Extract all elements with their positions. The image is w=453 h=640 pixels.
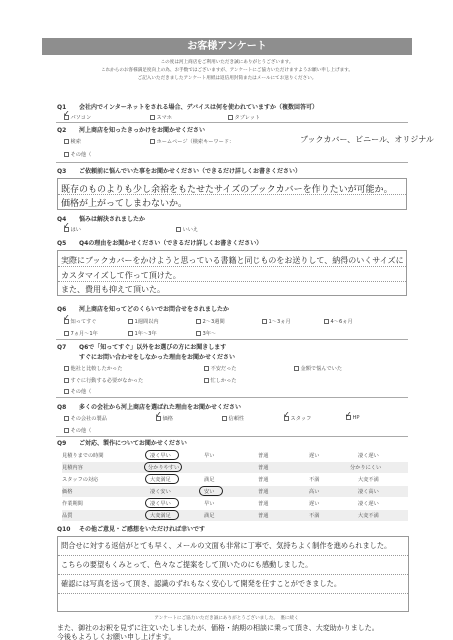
q9-question: Q9 ご対応、製作についてお聞かせください [57, 440, 187, 447]
q1-number: Q1 [57, 104, 67, 111]
q6-option-1-3years[interactable]: 1年〜3年 [128, 330, 157, 337]
checkbox-icon[interactable] [196, 319, 201, 324]
q5-answer-line-3: また、費用も抑えて頂いた。 [61, 285, 165, 294]
q9-row-quality: 品質 大変満足 満足 普通 不満 大変不満 [62, 510, 408, 521]
selected-oval [144, 462, 182, 472]
check-mark-icon: ✓ [63, 109, 70, 118]
q8-option-other[interactable]: その他（ [64, 427, 91, 434]
q10-answer-line-1: 問合せに対する返信がとても早く、メールの文面も非常に丁寧で、気持ちよく制作を進められました。 [61, 541, 392, 550]
q8-question: Q8 多くの会社から河上商店を選ばれた理由をお聞かせください [57, 404, 242, 411]
q5-answer-line-1: 実際にブックカバーをかけようと思っている書籍と同じものをお送りして、納得のいくサイズに [61, 256, 404, 265]
q6-option-3years-plus[interactable]: 3年〜 [196, 330, 216, 337]
q7-option-busy[interactable]: 忙しかった [204, 377, 236, 384]
selected-oval [145, 450, 179, 460]
q10-answer-line-3: 確認には写真を送って頂き、認識のずれもなく安心して開発を任すことができました。 [61, 579, 342, 588]
checkbox-icon[interactable] [64, 416, 69, 421]
divider [56, 339, 408, 340]
checkbox-icon[interactable] [262, 319, 267, 324]
checkbox-icon[interactable] [204, 366, 209, 371]
q4-option-yes[interactable]: はい [64, 226, 81, 233]
q5-answer-line-2: カスタマイズして作って頂けた。 [61, 271, 181, 280]
checkbox-icon[interactable] [64, 378, 69, 383]
divider [56, 436, 408, 437]
q6-option-1-3months[interactable]: 1〜3ヵ月 [262, 318, 291, 325]
q7-option-price[interactable]: 金額で悩んでいた [294, 365, 342, 372]
q1-question [57, 102, 318, 111]
q6-option-immediately[interactable]: 知ってすぐ [64, 318, 96, 325]
checkbox-icon[interactable] [150, 115, 155, 120]
q9-row-price: 価格 凄く安い 安い 普通 高い 凄く高い [62, 486, 408, 497]
footer-handwritten-line-2: 今後もよろしくお願い申し上げます。 [57, 633, 176, 640]
checkbox-icon[interactable] [128, 319, 133, 324]
checkbox-icon[interactable] [324, 319, 329, 324]
q1-option-smartphone[interactable]: スマホ [150, 114, 172, 121]
intro-line-1: この度は河上商店をご利用いただき誠にありがとうございます。 [160, 60, 294, 65]
selected-oval [145, 474, 179, 484]
check-mark-icon: ✓ [345, 410, 352, 419]
page-title: お客様アンケート [42, 38, 412, 55]
q3-answer-box[interactable] [57, 178, 407, 210]
q6-option-2-3weeks[interactable]: 2〜3週間 [196, 318, 225, 325]
q8-option-staff[interactable]: スタッフ [284, 415, 311, 422]
q1-text: 会社内でインターネットをされる場合、デバイスは何を使われていますか（複数回答可） [79, 104, 319, 111]
footer-handwritten-line-1: また、御社のお釈を見ずに注文いたしましたが、価格・納期の相談に乗って頂き、大変助かりました。 [57, 624, 379, 632]
checkbox-icon[interactable] [64, 428, 69, 433]
checkbox-icon[interactable] [64, 389, 69, 394]
q7-option-other[interactable]: その他（ [64, 388, 91, 395]
q8-option-price[interactable]: 価格 [156, 415, 173, 422]
divider [56, 397, 408, 398]
footer-note: アンケートにご協力いただき誠にありがとうございました。 裏に続く [154, 616, 299, 621]
q4-option-no[interactable]: いいえ [176, 226, 198, 233]
q1-option-tablet[interactable]: タブレット [228, 114, 260, 121]
checkbox-icon[interactable] [228, 115, 233, 120]
q6-option-4-6months[interactable]: 4〜6ヵ月 [324, 318, 353, 325]
q7-option-compare[interactable]: 他社と比較したかった [64, 365, 122, 372]
q7-question-line-2: すぐにお問い合わせをしなかった理由をお聞かせください [79, 354, 236, 361]
q2-question: Q2 河上商店を知ったきっかけをお聞かせください [57, 127, 206, 134]
q1-option-pc[interactable]: パソコン [64, 114, 91, 121]
check-mark-icon: ✓ [283, 410, 290, 419]
checkbox-icon[interactable] [128, 331, 133, 336]
checkbox-icon[interactable] [64, 331, 69, 336]
checkbox-icon[interactable] [176, 227, 181, 232]
q2-option-other[interactable]: その他（ [64, 151, 91, 158]
q6-question: Q6 河上商店を知ってどのくらいでお問合せをされましたか [57, 306, 230, 313]
q8-option-product[interactable]: その会社の製品 [64, 415, 107, 422]
divider [56, 122, 408, 123]
q2-option-search[interactable]: 検索 [64, 138, 81, 145]
q4-question: Q4 悩みは解決されましたか [57, 216, 146, 223]
checkbox-icon[interactable] [204, 378, 209, 383]
selected-oval [145, 510, 179, 520]
q8-option-trust[interactable]: 信頼性 [222, 415, 244, 422]
q10-question: Q10 その他ご意見・ご感想をいただければ幸いです [57, 526, 206, 533]
intro-line-2: これからのお客様満足度向上の為、お手数ではございますが、アンケートにご協力いただけますようお願い申し上げます。 [100, 68, 354, 73]
divider [56, 162, 408, 163]
checkbox-icon[interactable] [222, 416, 227, 421]
q10-answer-line-2: こちらの要望もくみとって、色々なご提案をして頂いたのにも感動しました。 [61, 560, 313, 569]
q5-answer-box[interactable] [57, 250, 407, 296]
q7-option-anxious[interactable]: 不安だった [204, 365, 236, 372]
q8-option-hp[interactable]: HP [346, 415, 360, 421]
q6-option-1week[interactable]: 1週間以内 [128, 318, 159, 325]
intro-text [60, 59, 394, 83]
check-mark-icon: ✓ [63, 221, 70, 230]
check-mark-icon: ✓ [155, 410, 162, 419]
q9-row-quote-content: 見積内容 分かりやすい 普通 分かりにくい [62, 462, 408, 473]
q5-question: Q5 Q4の理由をお聞かせください（できるだけ詳しくお書きください） [57, 240, 263, 247]
q9-row-work-period: 作業期間 凄く早い 早い 普通 遅い 凄く遅い [62, 498, 408, 509]
checkbox-icon[interactable] [64, 366, 69, 371]
q6-option-7months-1year[interactable]: 7ヵ月〜1年 [64, 330, 98, 337]
q3-answer-line-2: 価格が上がってしまわないか。 [61, 199, 188, 209]
checkbox-icon[interactable] [294, 366, 299, 371]
checkbox-icon[interactable] [150, 139, 155, 144]
checkbox-icon[interactable] [64, 139, 69, 144]
q3-question: Q3 ご依頼前に悩んでいた事をお聞かせください（できるだけ詳しくお書きください） [57, 168, 302, 175]
q3-answer-line-1: 既存のものよりも少し余裕をもたせたサイズのブックカバーを作りたいが可能か。 [61, 185, 393, 195]
checkbox-icon[interactable] [64, 152, 69, 157]
selected-oval [199, 486, 223, 496]
q7-question: Q7 Q6で「知ってすぐ」以外をお選びの方にお聞きします [57, 344, 227, 351]
q2-handwritten-keyword: ブックカバー、ビニール、オリジナル [300, 135, 434, 144]
q10-answer-box[interactable] [57, 536, 409, 612]
q9-row-quote-time: 見積りまでの時間 凄く早い 早い 普通 遅い 凄く遅い [62, 450, 408, 461]
q2-option-homepage[interactable]: ホームページ（検索キーワード： [150, 138, 234, 145]
selected-oval [145, 498, 179, 508]
intro-line-3: ご記入いただきましたアンケート用紙は返信用封筒またはメールにてお送りください。 [137, 76, 317, 81]
check-mark-icon: ✓ [63, 313, 70, 322]
q9-row-staff: スタッフの対応 大変満足 満足 普通 不満 大変不満 [62, 474, 408, 485]
q7-option-no-need[interactable]: すぐに行動する必要がなかった [64, 377, 143, 384]
checkbox-icon[interactable] [196, 331, 201, 336]
